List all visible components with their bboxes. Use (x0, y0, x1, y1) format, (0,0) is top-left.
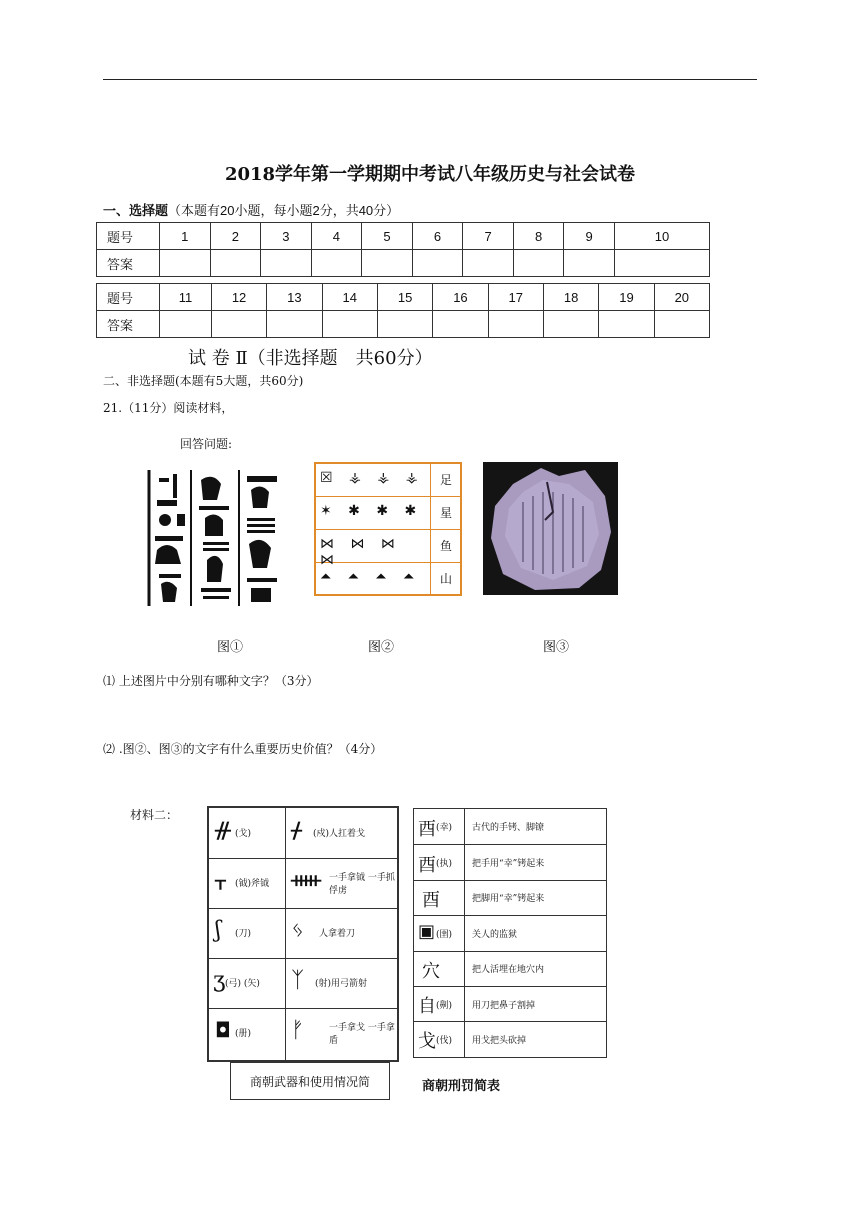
question-number: 20 (654, 284, 709, 311)
glyph-icon: ⾣ (418, 855, 436, 876)
answer-cell[interactable] (433, 311, 488, 338)
page-title: 2018学年第一学期期中考试八年级历史与社会试卷 (224, 164, 636, 185)
question-number: 2 (210, 223, 261, 250)
weapon-name: (刀) (235, 929, 252, 939)
figure-3-oracle-bone (483, 462, 618, 595)
punishment-name: (劓) (436, 1001, 453, 1011)
answer-cell[interactable] (488, 311, 543, 338)
glyph-meaning: 足 (440, 473, 453, 487)
glyph-row: ⋈ ⋈ ⋈ ⋈ (320, 536, 401, 568)
question-number: 1 (160, 223, 211, 250)
punishment-desc: 关人的监狱 (472, 930, 518, 940)
glyph-icon: ᚌ (215, 818, 231, 843)
glyph-icon: ⾃ (418, 996, 436, 1017)
answer-cell[interactable] (362, 250, 413, 277)
punishment-desc: 用刀把鼻子割掉 (472, 1001, 536, 1011)
question-number: 16 (433, 284, 488, 311)
question-21-label: 21.（11分）阅读材料， (103, 401, 234, 415)
glyph-meaning: 山 (440, 572, 453, 586)
question-number: 8 (513, 223, 564, 250)
row-divider (316, 496, 460, 497)
weapon-use: 一手拿钺 一手抓俘虏 (329, 873, 395, 896)
weapon-name: (钺)斧钺 (235, 879, 270, 889)
answer-table-1 (96, 222, 710, 277)
glyph-meaning: 星 (440, 506, 453, 520)
answer-cell[interactable] (261, 250, 312, 277)
row-divider (414, 951, 606, 952)
punishment-name: (伐) (436, 1036, 453, 1046)
column-divider (285, 808, 286, 1060)
glyph-icon: ᚁ (215, 868, 226, 893)
section1-note: （本题有20小题，每小题2分，共40分） (168, 203, 400, 218)
question-number: 11 (160, 284, 212, 311)
glyph-icon: ʃ (215, 918, 221, 943)
row-divider (414, 844, 606, 845)
glyph-icon: ⾣ (418, 819, 436, 840)
row-label-answer: 答案 (97, 311, 160, 338)
question-number: 9 (564, 223, 615, 250)
glyph-row: ⏶ ⏶ ⏶ ⏶ (320, 569, 421, 585)
answer-cell[interactable] (311, 250, 362, 277)
answer-cell[interactable] (412, 250, 463, 277)
glyph-icon: ᛉ (291, 968, 305, 993)
glyph-icon: ᚔ (291, 868, 322, 893)
weapon-name: (戈) (235, 829, 252, 839)
glyph-icon: ▣ (418, 921, 436, 942)
caption-figure-2: 图② (368, 640, 395, 655)
glyph-icon: ʒ (213, 968, 226, 993)
question-number: 18 (543, 284, 598, 311)
question-number: 5 (362, 223, 413, 250)
question-number: 15 (377, 284, 432, 311)
paper2-title: 试 卷 Ⅱ（非选择题 共60分） (188, 348, 433, 369)
glyph-meaning: 鱼 (440, 539, 453, 553)
punishment-desc: 把脚用“幸”铐起来 (472, 894, 545, 904)
question-number: 13 (267, 284, 322, 311)
punishment-table (413, 808, 607, 1058)
punishment-desc: 用戈把头砍掉 (472, 1036, 527, 1046)
answer-table-2 (96, 283, 710, 338)
row-divider (414, 880, 606, 881)
weapons-table (207, 806, 399, 1062)
question-number: 14 (322, 284, 377, 311)
row-divider (414, 915, 606, 916)
column-divider (464, 809, 465, 1057)
sub-question-1: ⑴ 上述图片中分别有哪种文字？（3分） (103, 674, 319, 688)
caption-figure-1: 图① (217, 640, 244, 655)
glyph-icon: ⽳ (422, 961, 440, 982)
question-number: 3 (261, 223, 312, 250)
punishment-desc: 古代的手铐、脚镣 (472, 823, 545, 833)
weapon-use: (射)用弓箭射 (315, 979, 368, 989)
weapon-name: (弓) (矢) (225, 979, 260, 989)
weapon-use: 人拿着刀 (319, 929, 356, 939)
row-label-answer: 答案 (97, 250, 160, 277)
answer-cell[interactable] (564, 250, 615, 277)
answer-cell[interactable] (543, 311, 598, 338)
row-divider (414, 986, 606, 987)
answer-cell[interactable] (322, 311, 377, 338)
question-number: 17 (488, 284, 543, 311)
punishment-desc: 把手用“幸”铐起来 (472, 859, 545, 869)
weapon-use: 一手拿戈 一手拿盾 (329, 1023, 395, 1046)
row-divider (209, 1008, 397, 1009)
punishment-name: (幸) (436, 823, 453, 833)
glyph-row: ✶ ✱ ✱ ✱ (320, 503, 423, 519)
row-label-number: 题号 (97, 223, 160, 250)
row-divider (209, 858, 397, 859)
sub-question-2: ⑵ .图②、图③的文字有什么重要历史价值？（4分） (103, 742, 383, 756)
material-2-label: 材料二： (130, 808, 179, 822)
answer-cell[interactable] (210, 250, 261, 277)
row-divider (209, 958, 397, 959)
figure-2-pictograph-table (314, 462, 462, 596)
answer-cell[interactable] (267, 311, 322, 338)
header-rule (103, 79, 757, 80)
answer-cell[interactable] (160, 311, 212, 338)
punishment-desc: 把人活埋在地穴内 (472, 965, 545, 975)
row-divider (316, 529, 460, 530)
glyph-icon: ᚋ (291, 818, 302, 843)
answer-cell[interactable] (513, 250, 564, 277)
glyph-icon: ᛃ (291, 918, 305, 943)
figure-1-hieroglyphs (147, 470, 283, 606)
punishment-name: (执) (436, 859, 453, 869)
caption-figure-3: 图③ (543, 640, 570, 655)
punishment-table-caption: 商朝刑罚简表 (422, 1078, 501, 1093)
row-divider (209, 908, 397, 909)
weapon-use: (戍)人扛着戈 (313, 829, 366, 839)
answer-cell[interactable] (211, 311, 266, 338)
glyph-icon: ⼽ (418, 1031, 436, 1052)
answer-cell[interactable] (377, 311, 432, 338)
row-label-number: 题号 (97, 284, 160, 311)
glyph-icon: ⾣ (422, 890, 440, 911)
answer-prompt: 回答问题: (180, 437, 233, 451)
question-number: 10 (614, 223, 709, 250)
question-number: 12 (211, 284, 266, 311)
question-number: 19 (599, 284, 654, 311)
question-number: 6 (412, 223, 463, 250)
section2-heading: 二、非选择题(本题有5大题，共60分) (103, 374, 304, 388)
table-separator (96, 276, 710, 277)
answer-cell[interactable] (614, 250, 709, 277)
answer-cell[interactable] (463, 250, 514, 277)
answer-cell[interactable] (654, 311, 709, 338)
hieroglyph-image (147, 470, 283, 606)
section1-label: 一、选择题 (103, 204, 169, 219)
glyph-row: ☒ ⚶ ⚶ ⚶ (320, 470, 424, 486)
answer-cell[interactable] (160, 250, 211, 277)
glyph-icon: ◘ (215, 1018, 231, 1042)
section1-heading (103, 200, 399, 219)
weapon-name: (册) (235, 1029, 252, 1039)
glyph-icon: ᚠ (291, 1018, 305, 1043)
weapons-table-caption: 商朝武器和使用情况简 (230, 1062, 390, 1100)
question-number: 4 (311, 223, 362, 250)
punishment-name: (圉) (436, 930, 453, 940)
question-number: 7 (463, 223, 514, 250)
row-divider (414, 1021, 606, 1022)
oracle-bone-image (483, 462, 618, 595)
answer-cell[interactable] (599, 311, 654, 338)
